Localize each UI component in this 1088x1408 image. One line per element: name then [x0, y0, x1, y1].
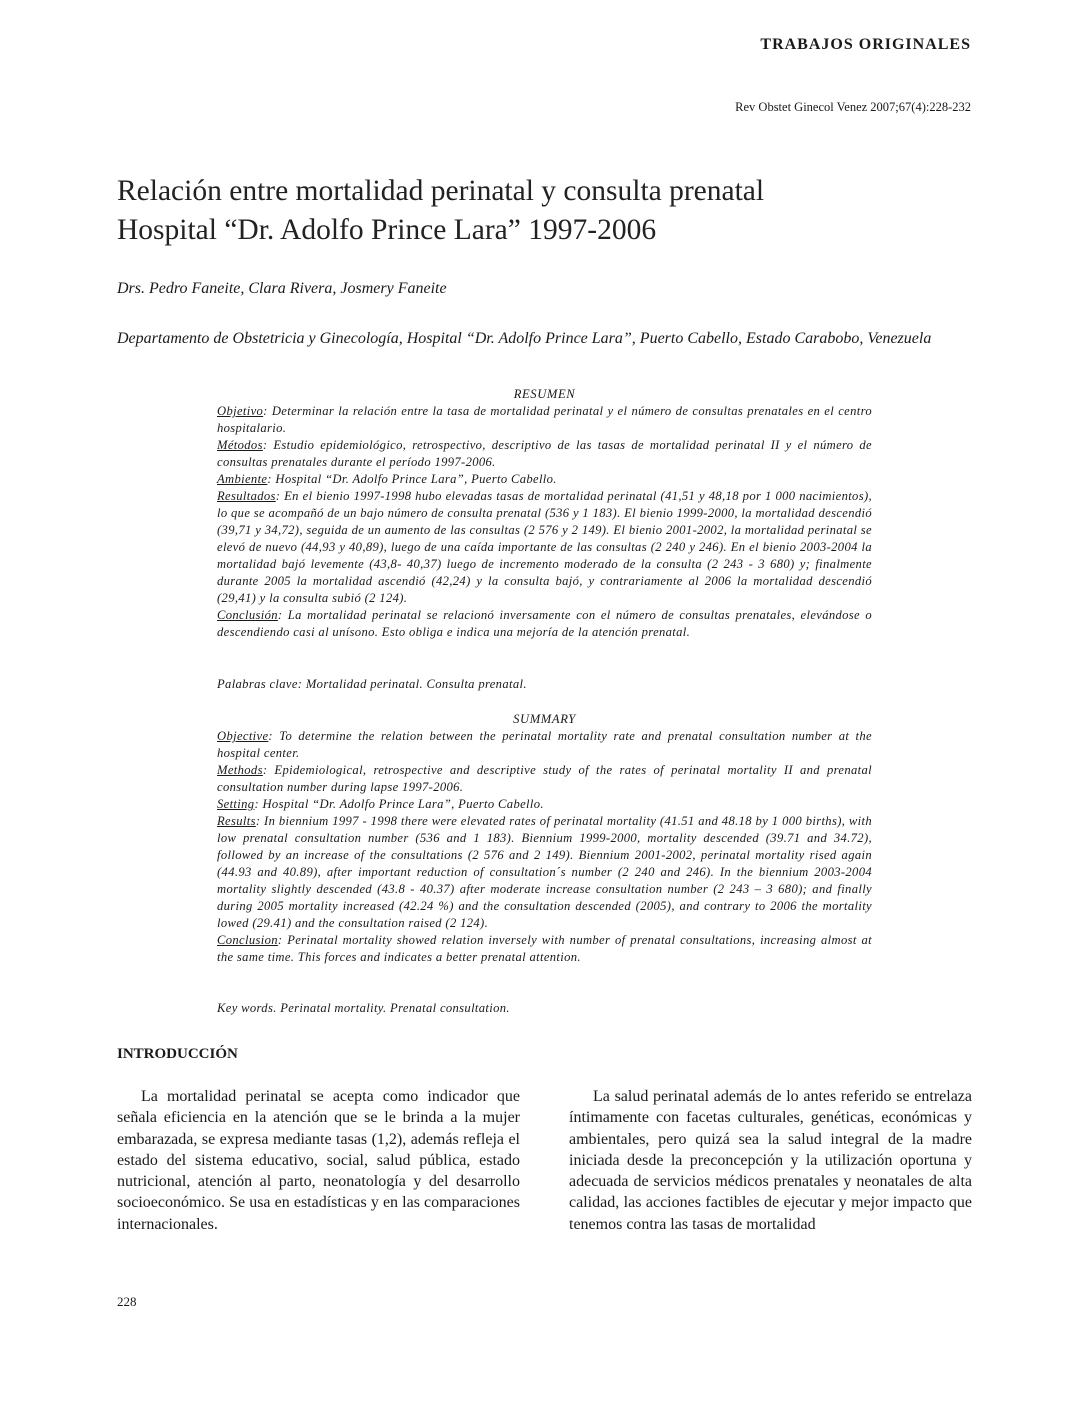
resultados-label: Resultados [217, 489, 276, 503]
resumen-block [217, 386, 872, 641]
summary-conclusion [217, 932, 872, 966]
resumen-ambiente [217, 471, 872, 488]
objective-label: Objective [217, 729, 269, 743]
summary-objective [217, 728, 872, 762]
resumen-conclusion [217, 607, 872, 641]
results-text: : In biennium 1997 - 1998 there were elevated rates of perinatal mortality (41.51 and 48.18 by 1 000 births), with low prenatal consultation number (536 and 1 183). Biennium 1999-2000, mortality descended (39.71 and 34.72), followed by an increase of the consultations (2 576 and 2 149). Biennium 2001-2002, perinatal mortality rised again (44.93 and 40.89), after important reduction of consultation´s number (2 240 and 246). In the biennium 2003-2004 mortality slightly descended (43.8 - 40.37) after moderate increase consultation number (2 243 – 3 680); and finally during 2005 mortality increased (42.24 %) and the consultation descended (2005), and contrary to 2006 the mortality lowed (29.41) and the consultation raised (2 124). [217, 814, 872, 930]
summary-methods [217, 762, 872, 796]
authors: Drs. Pedro Faneite, Clara Rivera, Josmery Faneite [117, 280, 447, 297]
resumen-objetivo [217, 403, 872, 437]
introduccion-heading: INTRODUCCIÓN [117, 1046, 238, 1062]
resumen-resultados [217, 488, 872, 607]
summary-block [217, 711, 872, 966]
methods-text: : Epidemiological, retrospective and descriptive study of the rates of perinatal mortality II and prenatal consultation number during lapse 1997-2006. [217, 763, 872, 794]
affiliation: Departamento de Obstetricia y Ginecología, Hospital “Dr. Adolfo Prince Lara”, Puerto Cabello, Estado Carabobo, Venezuela [117, 330, 932, 347]
resumen-heading: RESUMEN [513, 387, 576, 401]
setting-label: Setting [217, 797, 255, 811]
objetivo-label: Objetivo [217, 404, 264, 418]
setting-text: : Hospital “Dr. Adolfo Prince Lara”, Puerto Cabello. [254, 797, 544, 811]
article-title [117, 172, 977, 250]
results-label: Results [217, 814, 256, 828]
journal-citation: Rev Obstet Ginecol Venez 2007;67(4):228-232 [735, 100, 971, 114]
palabras-clave: Palabras clave: Mortalidad perinatal. Consulta prenatal. [217, 677, 527, 691]
metodos-label: Métodos [217, 438, 263, 452]
summary-heading: SUMMARY [513, 712, 576, 726]
title-line-2: Hospital “Dr. Adolfo Prince Lara” 1997-2006 [117, 214, 657, 246]
metodos-text: : Estudio epidemiológico, retrospectivo, descriptivo de las tasas de mortalidad perinatal II y el número de consultas prenatales durante el período 1997-2006. [217, 438, 872, 469]
conclusion-label: Conclusión [217, 608, 278, 622]
body-column-left [117, 1086, 520, 1235]
intro-paragraph-right: La salud perinatal además de lo antes referido se entrelaza íntimamente con facetas culturales, genéticas, económicas y ambientales, pero quizá sea la salud integral de la madre iniciada desde la preconcepción y la utilización oportuna y adecuada de servicios médicos prenatales y neonatales de alta calidad, las acciones factibles de ejecutar y mejor impacto que tenemos contra las tasas de mortalidad [569, 1088, 972, 1233]
summary-results [217, 813, 872, 932]
summary-setting [217, 796, 872, 813]
resumen-metodos [217, 437, 872, 471]
objective-text: : To determine the relation between the perinatal mortality rate and prenatal consultation number at the hospital center. [217, 729, 872, 760]
objetivo-text: : Determinar la relación entre la tasa de mortalidad perinatal y el número de consultas prenatales en el centro hospitalario. [217, 404, 872, 435]
key-words: Key words. Perinatal mortality. Prenatal consultation. [217, 1001, 510, 1015]
section-label: TRABAJOS ORIGINALES [760, 36, 971, 53]
intro-paragraph-left: La mortalidad perinatal se acepta como indicador que señala eficiencia en la atención que se le brinda a la mujer embarazada, se expresa mediante tasas (1,2), además refleja el estado del sistema educativo, social, salud pública, estado nutricional, atención al parto, neonatología y del desarrollo socioeconómico. Se usa en estadísticas y en las comparaciones internacionales. [117, 1088, 520, 1233]
conclusion-label-en: Conclusion [217, 933, 278, 947]
resultados-text: : En el bienio 1997-1998 hubo elevadas tasas de mortalidad perinatal (41,51 y 48,18 por 1 000 nacimientos), lo que se acompañó de un bajo número de consulta prenatal (536 y 1 183). El bienio 1999-2000, la mortalidad descendió (39,71 y 34,72), seguida de un aumento de las consultas (2 576 y 2 149). El bienio 2001-2002, la mortalidad perinatal se elevó de nuevo (44,93 y 40,89), luego de una caída importante de las consultas (2 240 y 246). En el bienio 2003-2004 la mortalidad bajó levemente (43,8- 40,37) luego de incremento moderado de la consulta (2 243 - 3 680) y; finalmente durante 2005 la mortalidad ascendió (42,24) y la consulta bajó, y contrariamente al 2006 la mortalidad descendió (29,41) y la consulta subió (2 124). [217, 489, 872, 605]
conclusion-text-en: : Perinatal mortality showed relation inversely with number of prenatal consultations, increasing almost at the same time. This forces and indicates a better prenatal attention. [217, 933, 872, 964]
body-column-right [569, 1086, 972, 1235]
methods-label: Methods [217, 763, 263, 777]
title-line-1: Relación entre mortalidad perinatal y consulta prenatal [117, 175, 765, 207]
ambiente-text: : Hospital “Dr. Adolfo Prince Lara”, Puerto Cabello. [267, 472, 557, 486]
page-number: 228 [117, 1294, 137, 1309]
ambiente-label: Ambiente [217, 472, 268, 486]
conclusion-text: : La mortalidad perinatal se relacionó inversamente con el número de consultas prenatales, elevándose o descendiendo casi al unísono. Esto obliga e indica una mejoría de la atención prenatal. [217, 608, 872, 639]
